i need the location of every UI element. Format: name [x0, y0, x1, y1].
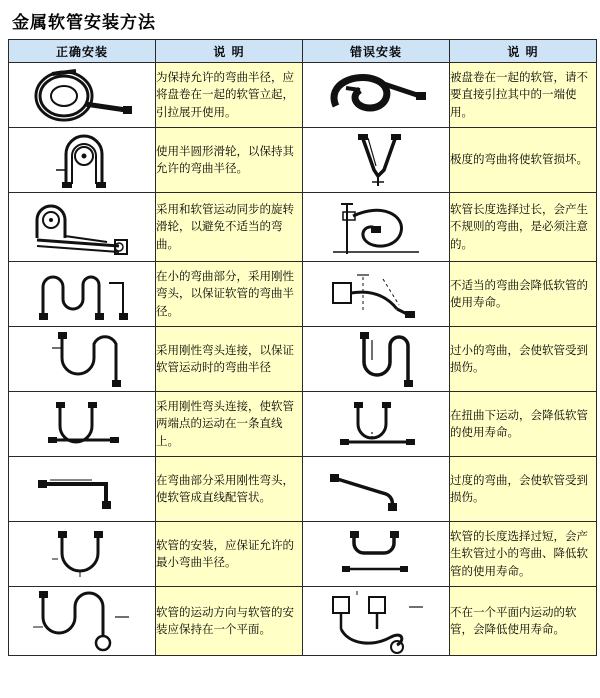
wrong-figure-cell — [303, 457, 450, 522]
correct-description-cell: 在小的弯曲部分，采用刚性弯头，以保证软管的弯曲半径。 — [156, 262, 303, 327]
table-row — [9, 587, 597, 656]
table-row — [9, 63, 597, 128]
correct-description-cell: 采用刚性弯头连接，使软管两端点的运动在一条直线上。 — [156, 392, 303, 457]
straight-pipe-rigid-elbow-figure — [22, 464, 142, 514]
correct-description-cell: 软管的运动方向与软管的安装应保持在一个平面。 — [156, 587, 303, 656]
correct-figure-cell — [9, 193, 156, 262]
rigid-elbow-straight-line-figure — [22, 396, 142, 452]
table-row — [9, 392, 597, 457]
header-correct-description: 说 明 — [156, 40, 303, 63]
wrong-description-cell: 在扭曲下运动，会降低软管的使用寿命。 — [450, 392, 597, 457]
torsion-motion-figure — [316, 396, 436, 452]
correct-figure-cell — [9, 392, 156, 457]
too-small-bend-figure — [316, 328, 436, 390]
header-wrong-install: 错误安装 — [303, 40, 450, 63]
correct-figure-cell — [9, 587, 156, 656]
improper-bend-figure — [313, 265, 439, 323]
coiled-hose-upright-figure — [22, 66, 142, 124]
wrong-description-cell: 不适当的弯曲会降低软管的使用寿命。 — [450, 262, 597, 327]
correct-figure-cell — [9, 262, 156, 327]
header-correct-install: 正确安装 — [9, 40, 156, 63]
wrong-description-cell: 软管长度选择过长，会产生不规则的弯曲，是必须注意的。 — [450, 193, 597, 262]
table-row — [9, 522, 597, 587]
correct-figure-cell — [9, 327, 156, 392]
wrong-description-cell: 极度的弯曲将使软管损坏。 — [450, 128, 597, 193]
wrong-description-cell: 被盘卷在一起的软管，请不要直接引拉其中的一端使用。 — [450, 63, 597, 128]
same-plane-motion-figure — [19, 587, 145, 655]
installation-methods-table — [8, 39, 597, 656]
correct-description-cell: 采用和软管运动同步的旋转滑轮，以避免不适当的弯曲。 — [156, 193, 303, 262]
wrong-figure-cell — [303, 63, 450, 128]
header-wrong-description: 说 明 — [450, 40, 597, 63]
coiled-hose-pulled-figure — [316, 66, 436, 124]
correct-figure-cell — [9, 457, 156, 522]
correct-description-cell: 在弯曲部分采用刚性弯头，使软管成直线配管状。 — [156, 457, 303, 522]
table-header — [9, 40, 597, 63]
wrong-figure-cell — [303, 262, 450, 327]
table-body — [9, 63, 597, 656]
correct-figure-cell — [9, 63, 156, 128]
wrong-figure-cell — [303, 587, 450, 656]
long-hose-irregular-bend-figure — [313, 196, 439, 258]
wrong-figure-cell — [303, 522, 450, 587]
correct-figure-cell — [9, 128, 156, 193]
sharp-bend-hose-figure — [316, 130, 436, 190]
rigid-bend-small-radius-figure — [19, 265, 145, 323]
out-of-plane-motion-figure — [313, 587, 439, 655]
excessive-bend-figure — [316, 464, 436, 514]
wrong-description-cell: 过小的弯曲，会使软管受到损伤。 — [450, 327, 597, 392]
wrong-figure-cell — [303, 128, 450, 193]
correct-description-cell: 为保持允许的弯曲半径，应将盘卷在一起的软管立起，引拉展开使用。 — [156, 63, 303, 128]
sync-rotating-pulley-figure — [19, 196, 145, 258]
wrong-figure-cell — [303, 327, 450, 392]
semicircular-sheave-figure — [22, 130, 142, 190]
wrong-figure-cell — [303, 392, 450, 457]
page-title: 金属软管安装方法 — [12, 13, 156, 33]
correct-description-cell: 采用刚性弯头连接，以保证软管运动时的弯曲半径 — [156, 327, 303, 392]
wrong-description-cell: 过度的弯曲，会使软管受到损伤。 — [450, 457, 597, 522]
rigid-elbow-connection-figure — [22, 328, 142, 390]
header-row — [9, 40, 597, 63]
wrong-description-cell: 不在一个平面内运动的软管，会降低使用寿命。 — [450, 587, 597, 656]
table-row — [9, 128, 597, 193]
wrong-figure-cell — [303, 193, 450, 262]
overlong-hose-small-bend-figure — [316, 525, 436, 583]
minimum-bend-radius-install-figure — [22, 525, 142, 583]
table-row — [9, 327, 597, 392]
table-row — [9, 262, 597, 327]
table-row — [9, 457, 597, 522]
wrong-description-cell: 软管的长度选择过短，会产生软管过小的弯曲、降低软管的使用寿命。 — [450, 522, 597, 587]
correct-description-cell: 使用半圆形滑轮，以保持其允许的弯曲半径。 — [156, 128, 303, 193]
correct-description-cell: 软管的安装，应保证允许的最小弯曲半径。 — [156, 522, 303, 587]
correct-figure-cell — [9, 522, 156, 587]
table-row — [9, 193, 597, 262]
